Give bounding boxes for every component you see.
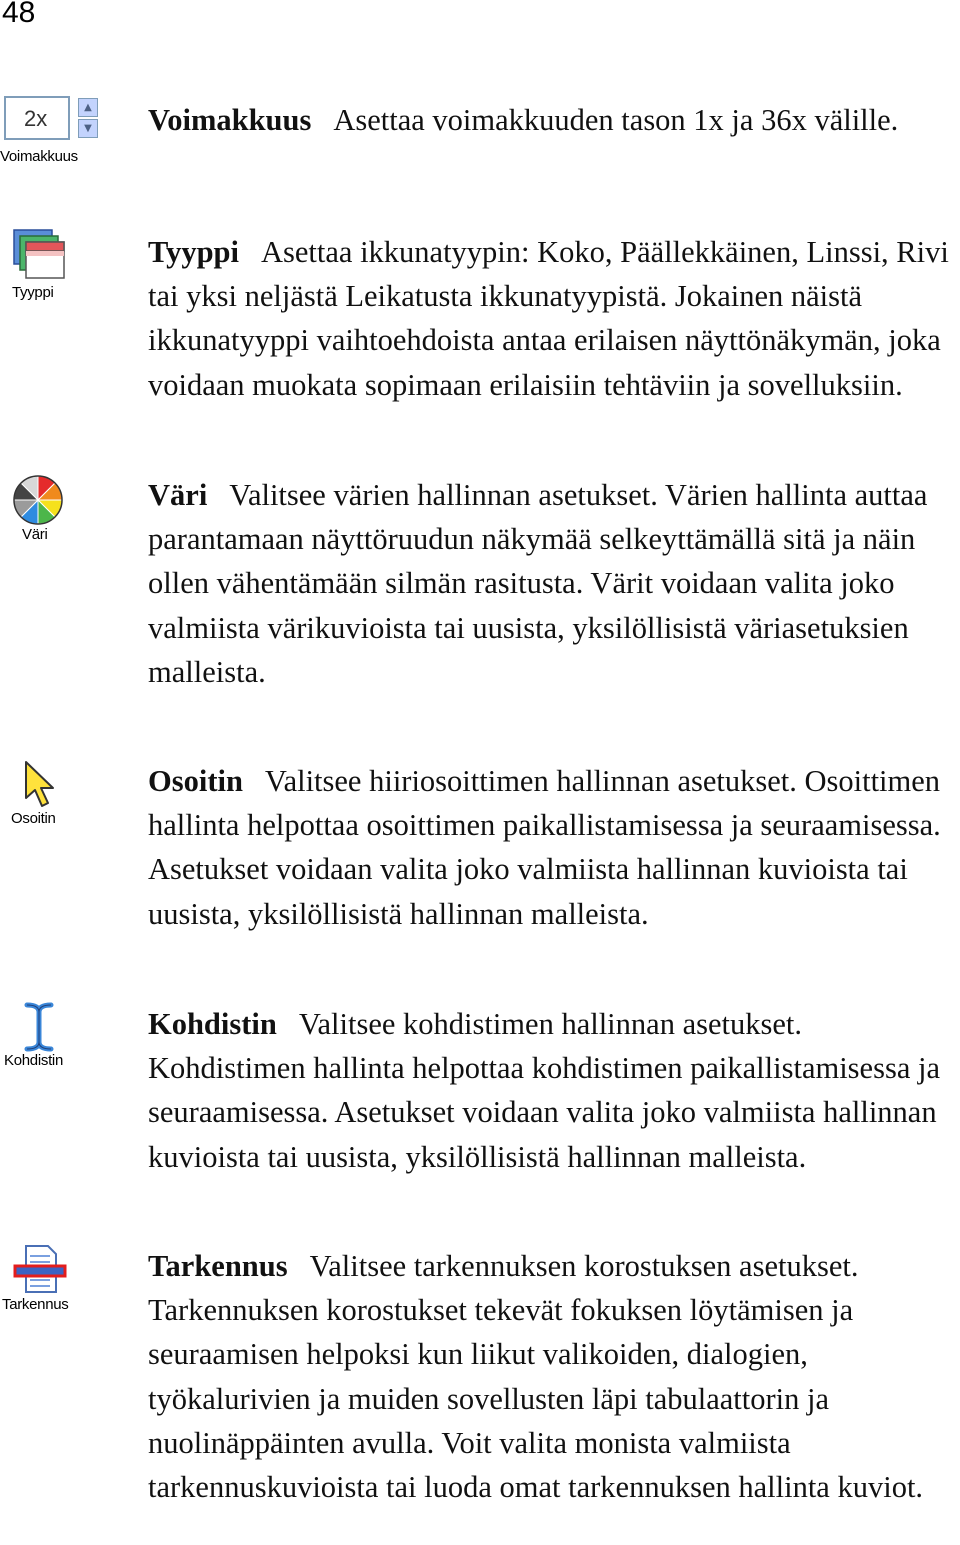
tarkennus-icon-label: Tarkennus (2, 1296, 69, 1313)
vari-icon-box[interactable] (0, 474, 110, 543)
kohdistin-icon-label: Kohdistin (4, 1052, 64, 1069)
entry-voimakkuus (148, 98, 960, 142)
page-number: 48 (2, 0, 36, 29)
entry-text: Valitsee hiiriosoittimen hallinnan asetukset. Osoittimen hallinta helpottaa osoittimen paikallistamisessa ja seuraamisessa. Asetukset voidaan valita joko valmiista hallinnan kuvioista tai uusista, yksilöllisistä hallinnan malleista. (148, 764, 941, 931)
tyyppi-icon-box[interactable] (0, 228, 110, 301)
focus-highlight-icon (12, 1244, 68, 1296)
entry-text: Valitsee kohdistimen hallinnan asetukset. Kohdistimen hallinta helpottaa kohdistimen paikallistamisessa ja seuraamisessa. Asetukset voidaan valita joko valmiista hallinnan kuvioista tai uusista, yksilöllisistä hallinnan malleista. (148, 1007, 941, 1174)
entry-tarkennus (148, 1244, 960, 1509)
entry-text: Asettaa voimakkuuden tason 1x ja 36x välille. (333, 103, 899, 137)
entry-text: Valitsee tarkennuksen korostuksen asetukset. Tarkennuksen korostukset tekevät fokuksen löytämisen ja seuraamisen helpoksi kun liikut valikoiden, dialogien, työkalurivien ja muiden sovellusten läpi tabulaattorin ja nuolinäppäinten avulla. Voit valita monista valmiista tarkennuskuvioista tai luoda omat tarkennuksen hallinta kuviot. (148, 1249, 924, 1505)
entry-text: Valitsee värien hallinnan asetukset. Värien hallinta auttaa parantamaan näyttöruudun näkymää selkeyttämällä sitä ja näin ollen vähentämään silmän rasitusta. Värit voidaan valita joko valmiista värikuvioista tai uusista, yksilöllisistä väriasetuksien malleista. (148, 478, 928, 689)
spin-up-icon[interactable]: ▲ (78, 98, 98, 117)
entry-title: Voimakkuus (148, 103, 312, 137)
entry-tyyppi (148, 230, 960, 407)
color-wheel-icon (12, 474, 64, 526)
voimakkuus-spinner[interactable] (0, 96, 100, 166)
voimakkuus-icon-label: Voimakkuus (0, 148, 78, 165)
text-cursor-icon (24, 1002, 54, 1052)
kohdistin-icon-box[interactable] (0, 1002, 110, 1069)
entry-osoitin (148, 759, 960, 936)
entry-title: Tyyppi (148, 235, 239, 269)
voimakkuus-spin-buttons (78, 98, 100, 138)
entry-title: Väri (148, 478, 208, 512)
osoitin-icon-label: Osoitin (11, 810, 56, 827)
entry-vari (148, 473, 960, 694)
entry-title: Kohdistin (148, 1007, 277, 1041)
vari-icon-label: Väri (22, 526, 48, 543)
spin-down-icon[interactable]: ▼ (78, 119, 98, 138)
entry-text: Asettaa ikkunatyypin: Koko, Päällekkäinen, Linssi, Rivi tai yksi neljästä Leikatusta ikkunatyypistä. Jokainen näistä ikkunatyyppi vaihtoehdoista antaa erilaisen näyttönäkymän, joka voidaan muokata sopimaan erilaisiin tehtäviin ja sovelluksiin. (148, 235, 949, 402)
entry-kohdistin (148, 1002, 960, 1179)
entry-title: Tarkennus (148, 1249, 288, 1283)
entry-title: Osoitin (148, 764, 243, 798)
windows-stack-icon (10, 228, 70, 284)
osoitin-icon-box[interactable] (0, 760, 110, 827)
tarkennus-icon-box[interactable] (0, 1244, 110, 1313)
tyyppi-icon-label: Tyyppi (12, 284, 54, 301)
mouse-pointer-icon (22, 760, 62, 810)
voimakkuus-value-field[interactable]: 2x (4, 96, 70, 140)
